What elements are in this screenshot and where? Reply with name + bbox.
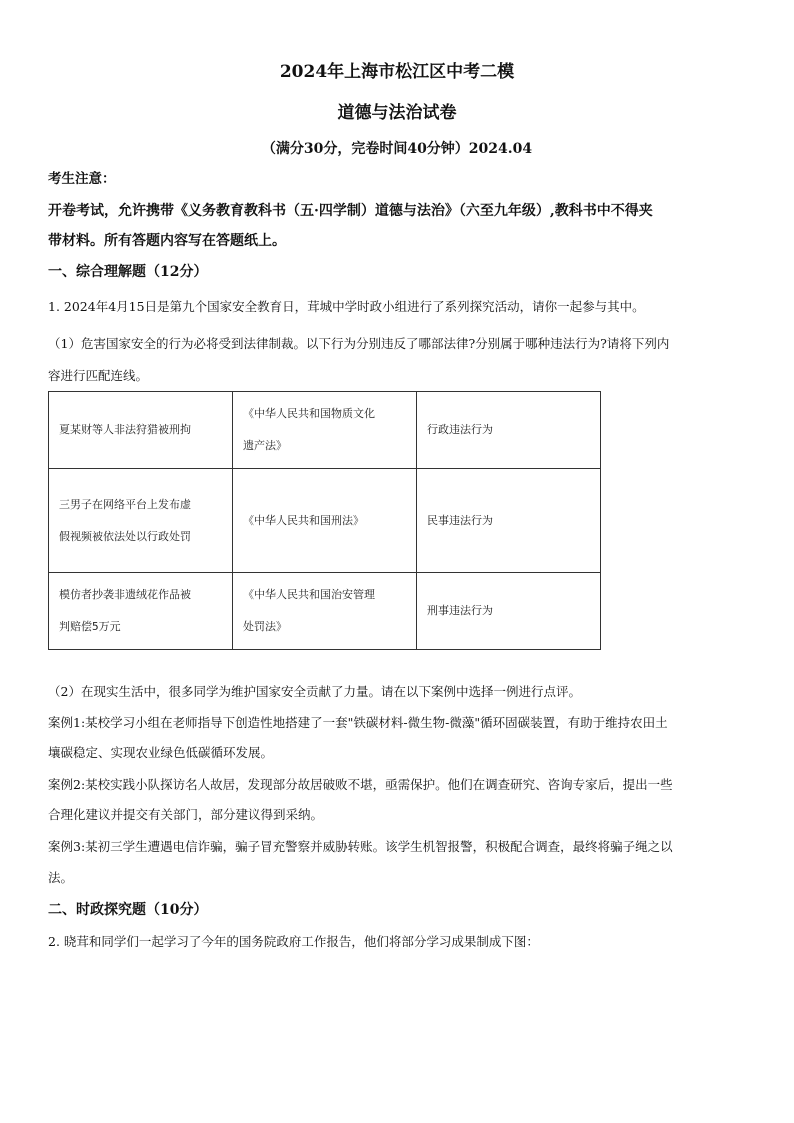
table-row [49, 469, 601, 573]
matching-table [48, 391, 601, 650]
case-cell [49, 469, 233, 573]
question-1-sub-1-line-1: （1）危害国家安全的行为必将受到法律制裁。以下行为分别违反了哪部法律?分别属于哪种违法行为?请将下列内 [48, 336, 670, 351]
page-subtitle: 道德与法治试卷 [337, 103, 457, 123]
exam-info: （满分30分，完卷时间40分钟）2024.04 [261, 141, 533, 157]
law-text-line: 处罚法》 [243, 620, 287, 633]
question-1-sub-1-line-2: 容进行匹配连线。 [48, 368, 149, 383]
notice-line-1: 开卷考试，允许携带《义务教育教科书（五·四学制）道德与法治》（六至九年级）,教科书中不得夹 [48, 203, 653, 219]
case-3-line-2: 法。 [48, 870, 74, 885]
case-2-line-2: 合理化建议并提交有关部门，部分建议得到采纳。 [48, 807, 324, 822]
violation-type-text: 刑事违法行为 [427, 604, 493, 617]
law-cell [233, 469, 417, 573]
violation-type-cell [417, 573, 601, 650]
case-3-line-1: 案例3:某初三学生遭遇电信诈骗，骗子冒充警察并威胁转账。该学生机智报警，积极配合调查，最终将骗子绳之以 [48, 839, 673, 854]
case-text-line: 夏某财等人非法狩猎被刑拘 [59, 423, 191, 436]
law-text-line: 《中华人民共和国刑法》 [243, 513, 364, 527]
case-cell [49, 573, 233, 650]
law-text-line: 《中华人民共和国物质文化 [243, 407, 375, 420]
law-text-line: 《中华人民共和国治安管理 [243, 588, 375, 601]
case-text-line: 判赔偿5万元 [59, 620, 121, 633]
section-1-heading: 一、综合理解题（12分） [48, 264, 208, 280]
question-1-sub-2: （2）在现实生活中，很多同学为维护国家安全贡献了力量。请在以下案例中选择一例进行点评。 [48, 684, 581, 699]
notice-label: 考生注意： [48, 171, 116, 187]
case-2-line-1: 案例2:某校实践小队探访名人故居，发现部分故居破败不堪，亟需保护。他们在调查研究、咨询专家后，提出一些 [48, 777, 673, 792]
question-2: 2. 晓茸和同学们一起学习了今年的国务院政府工作报告，他们将部分学习成果制成下图： [48, 934, 539, 949]
table-row [49, 573, 601, 650]
case-1-line-1: 案例1:某校学习小组在老师指导下创造性地搭建了一套"铁碳材料-微生物-微藻"循环固碳装置，有助于维持农田土 [48, 715, 668, 730]
case-cell [49, 392, 233, 469]
table-row [49, 392, 601, 469]
section-2-heading: 二、时政探究题（10分） [48, 902, 208, 918]
question-1: 1. 2024年4月15日是第九个国家安全教育日，茸城中学时政小组进行了系列探究活动，请你一起参与其中。 [48, 299, 645, 314]
violation-type-text: 民事违法行为 [427, 513, 493, 527]
case-1-line-2: 壤碳稳定、实现农业绿色低碳循环发展。 [48, 745, 274, 760]
case-text-line: 假视频被依法处以行政处罚 [59, 529, 191, 543]
case-text-line: 模仿者抄袭非遗绒花作品被 [59, 588, 191, 601]
case-text-line: 三男子在网络平台上发布虚 [59, 497, 191, 511]
violation-type-cell [417, 469, 601, 573]
law-cell [233, 573, 417, 650]
notice-line-2: 带材料。所有答题内容写在答题纸上。 [48, 233, 286, 249]
violation-type-text: 行政违法行为 [427, 423, 493, 436]
page-title: 2024年上海市松江区中考二模 [279, 62, 515, 82]
violation-type-cell [417, 392, 601, 469]
law-cell [233, 392, 417, 469]
law-text-line: 遗产法》 [243, 439, 287, 452]
